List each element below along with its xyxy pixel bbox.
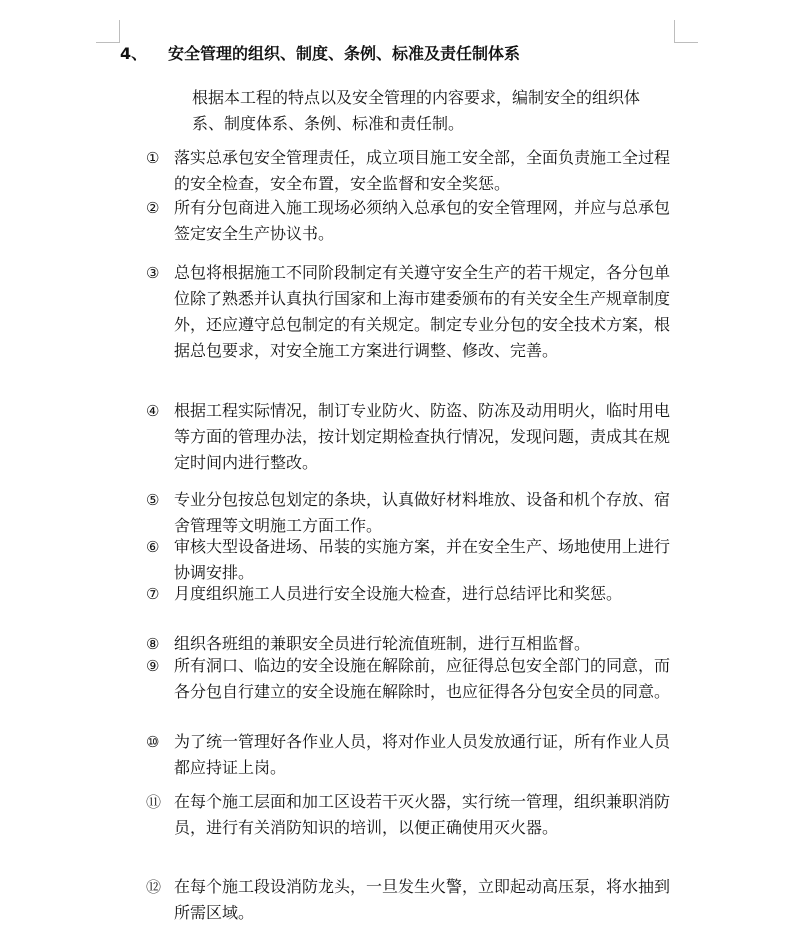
item-marker: ① [146,149,160,167]
item-marker: ④ [146,402,160,420]
list-item [146,789,676,841]
list-item [146,145,676,197]
item-text: 组织各班组的兼职安全员进行轮流值班制，进行互相监督。 [174,634,591,653]
item-text: 在每个施工段设消防龙头，一旦发生火警，立即起动高压泵，将水抽到所需区域。 [174,877,671,922]
list-item [146,729,676,781]
intro-paragraph: 根据本工程的特点以及安全管理的内容要求，编制安全的组织体 系、制度体系、条例、标准和责任制。 [192,88,641,133]
list-item [146,260,676,364]
section-title: 安全管理的组织、制度、条例、标准及责任制体系 [168,44,521,63]
list-item [146,653,676,705]
item-marker: ⑫ [146,878,162,896]
item-marker: ⑥ [146,538,160,556]
section-heading [120,41,520,64]
item-marker: ⑧ [146,635,160,653]
item-marker: ⑤ [146,491,160,509]
item-text: 审核大型设备进场、吊装的实施方案，并在安全生产、场地使用上进行协调安排。 [174,537,671,582]
crop-mark [674,20,675,43]
crop-mark [119,20,120,43]
list-item [146,487,676,539]
list-item [146,195,676,247]
item-text: 所有分包商进入施工现场必须纳入总承包的安全管理网，并应与总承包签定安全生产协议书。 [174,198,671,243]
list-item [146,534,676,586]
item-marker: ② [146,199,160,217]
item-marker: ③ [146,264,160,282]
item-marker: ⑩ [146,733,160,751]
item-marker: ⑪ [146,793,162,811]
item-text: 所有洞口、临边的安全设施在解除前，应征得总包安全部门的同意，而各分包自行建立的安全设施在解除时，也应征得各分包安全员的同意。 [174,656,671,701]
item-text: 在每个施工层面和加工区设若干灭火器，实行统一管理，组织兼职消防员，进行有关消防知识的培训，以便正确使用灭火器。 [174,792,671,837]
list-item [146,398,676,476]
section-number: 4、 [120,44,148,63]
item-text: 根据工程实际情况，制订专业防火、防盗、防冻及动用明火，临时用电等方面的管理办法，按计划定期检查执行情况，发现问题，责成其在规定时间内进行整改。 [174,401,671,472]
crop-mark [674,42,698,43]
crop-mark [96,42,120,43]
list-item [146,874,676,926]
item-marker: ⑦ [146,585,160,603]
list-item [146,581,676,607]
item-text: 总包将根据施工不同阶段制定有关遵守安全生产的若干规定，各分包单位除了熟悉并认真执行国家和上海市建委颁布的有关安全生产规章制度外，还应遵守总包制定的有关规定。制定专业分包的安全技术方案，根据总包要求，对安全施工方案进行调整、修改、完善。 [174,263,671,360]
item-text: 落实总承包安全管理责任，成立项目施工安全部，全面负责施工全过程的安全检查，安全布置，安全监督和安全奖惩。 [174,148,671,193]
item-marker: ⑨ [146,657,160,675]
item-text: 月度组织施工人员进行安全设施大检查，进行总结评比和奖惩。 [174,584,623,603]
item-text: 专业分包按总包划定的条块，认真做好材料堆放、设备和机个存放、宿舍管理等文明施工方面工作。 [174,490,671,535]
item-text: 为了统一管理好各作业人员，将对作业人员发放通行证，所有作业人员都应持证上岗。 [174,732,671,777]
